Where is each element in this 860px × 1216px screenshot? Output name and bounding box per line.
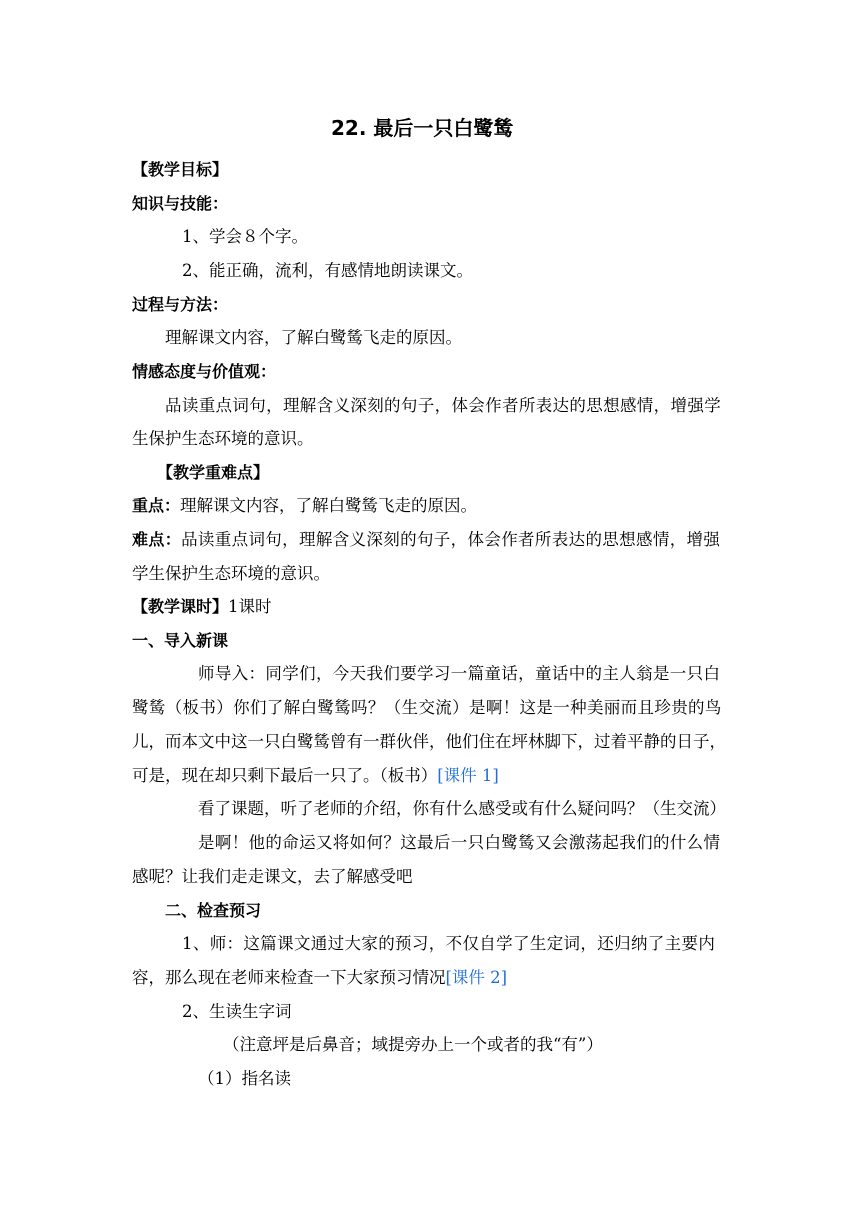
section-1-p3-line-2: 感呢？让我们走走课文，去了解感受吧 bbox=[132, 867, 413, 886]
attitude-text-line-1: 品读重点词句，理解含义深刻的句子，体会作者所表达的思想感情，增强学 bbox=[165, 396, 722, 415]
section-2-p1-line-1: 1、师：这篇课文通过大家的预习，不仅自学了生定词，还归纳了主要内 bbox=[182, 934, 716, 953]
section-2-p1-text: 容，那么现在老师来检查一下大家预习情况 bbox=[132, 968, 446, 987]
focus-line bbox=[132, 496, 477, 516]
section-1-p2: 看了课题，听了老师的介绍，你有什么感受或有什么疑问吗？（生交流） bbox=[198, 799, 726, 818]
section-2-p3: （1）指名读 bbox=[198, 1069, 291, 1088]
focus-label: 重点： bbox=[132, 496, 181, 515]
difficulty-line-2: 学生保护生态环境的意识。 bbox=[132, 564, 330, 583]
section-1-p3-line-1: 是啊！他的命运又将如何？这最后一只白鹭鸶又会激荡起我们的什么情 bbox=[198, 833, 721, 852]
page-title: 22. 最后一只白鹭鸶 bbox=[331, 116, 514, 140]
section-2-note: （注意坪是后鼻音；域提旁办上一个或者的我“有”） bbox=[223, 1035, 603, 1054]
hours-value: 1课时 bbox=[228, 597, 272, 616]
courseware-2-link[interactable]: [课件 2] bbox=[445, 968, 508, 987]
section-1-p1-line-2: 鹭鸶（板书）你们了解白鹭鸶吗？（生交流）是啊！这是一种美丽而且珍贵的鸟 bbox=[132, 698, 722, 717]
section-1-p1-line-4 bbox=[132, 766, 499, 786]
knowledge-item-1: 1、学会８个字。 bbox=[182, 227, 308, 246]
attitude-heading: 情感态度与价值观： bbox=[132, 362, 277, 381]
difficulty-text: 品读重点词句，理解含义深刻的句子，体会作者所表达的思想感情，增强 bbox=[181, 530, 721, 549]
section-2-heading: 二、检查预习 bbox=[165, 901, 262, 920]
section-1-p1-text: 可是，现在却只剩下最后一只了。（板书） bbox=[132, 766, 438, 785]
section-1-p1-line-3: 儿，而本文中这一只白鹭鸶曾有一群伙伴，他们住在坪林脚下，过着平静的日子， bbox=[132, 732, 726, 751]
difficulty-line-1 bbox=[132, 530, 720, 550]
knowledge-item-2: 2、能正确，流利，有感情地朗读课文。 bbox=[182, 261, 473, 280]
process-text: 理解课文内容，了解白鹭鸶飞走的原因。 bbox=[165, 328, 462, 347]
section-1-heading: 一、导入新课 bbox=[132, 631, 229, 650]
focus-text: 理解课文内容，了解白鹭鸶飞走的原因。 bbox=[180, 496, 478, 515]
hours-label: 【教学课时】 bbox=[132, 597, 229, 616]
difficulty-label: 难点： bbox=[132, 530, 182, 549]
courseware-1-link[interactable]: [课件 1] bbox=[437, 766, 499, 785]
process-heading: 过程与方法： bbox=[132, 295, 229, 314]
goals-heading: 【教学目标】 bbox=[132, 160, 229, 179]
knowledge-heading: 知识与技能： bbox=[132, 194, 229, 213]
section-2-p1-line-2 bbox=[132, 968, 507, 988]
key-points-heading: 【教学重难点】 bbox=[157, 463, 270, 482]
attitude-text-line-2: 生保护生态环境的意识。 bbox=[132, 429, 314, 448]
section-1-p1-line-1: 师导入：同学们，今天我们要学习一篇童话，童话中的主人翁是一只白 bbox=[198, 664, 721, 683]
section-2-p2: 2、生读生字词 bbox=[182, 1002, 292, 1021]
hours-line bbox=[132, 597, 272, 617]
